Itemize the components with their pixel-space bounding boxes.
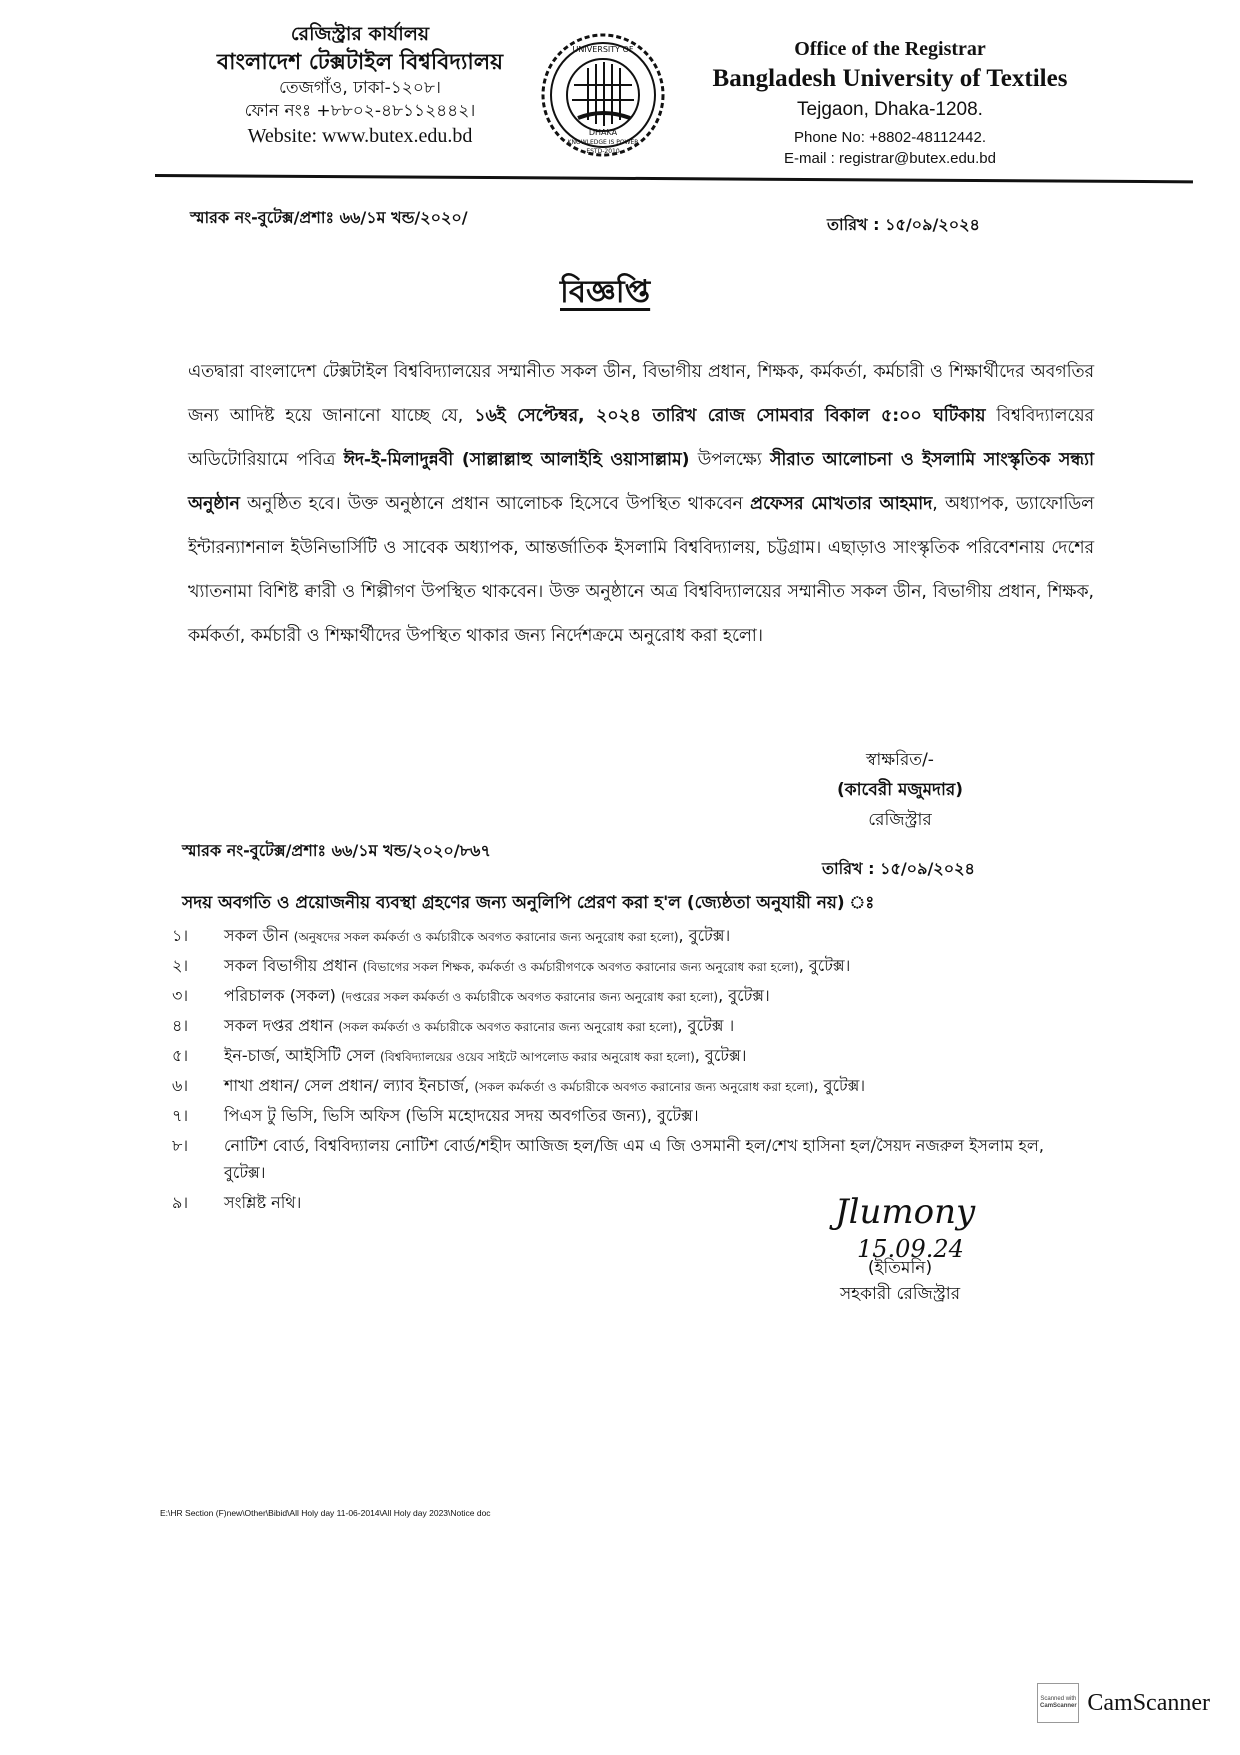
university-logo (538, 30, 668, 160)
cc-item-text: পিএস টু ভিসি, ভিসি অফিস (ভিসি মহোদয়ের সদয় অবগতির জন্য), বুটেক্স। (224, 1106, 699, 1125)
cc-list-item (172, 982, 1072, 1011)
cc-list (172, 922, 1072, 1219)
cc-item-number: ৯। (172, 1193, 189, 1212)
speaker-name: প্রফেসর মোখতার আহমাদ (750, 494, 933, 514)
signatory-name: (কাবেরী মজুমদার) (836, 780, 964, 800)
svg-text:Jlumony: Jlumony (835, 1192, 976, 1232)
camscanner-badge: Scanned with CamScanner (1037, 1683, 1079, 1723)
memo-ref: স্মারক নং-বুটেক্স/প্রশাঃ ৬৬/১ম খন্ড/২০২০/ (190, 208, 468, 227)
cc-heading: সদয় অবগতি ও প্রয়োজনীয় ব্যবস্থা গ্রহণের জন্য অনুলিপি প্রেরণ করা হ'ল (জ্যেষ্ঠতা অনুযায়ী নয়) ঃ (182, 893, 875, 913)
cc-item-number: ৫। (172, 1046, 189, 1065)
cc-item-number: ১। (172, 926, 189, 945)
address-en: Tejgaon, Dhaka-1208. (797, 99, 983, 120)
cc-item-text: সকল দপ্তর প্রধান (সকল কর্মকর্তা ও কর্মচারীকে অবগত করানোর জন্য অনুরোধ করা হলো), বুটেক্স । (224, 1016, 735, 1035)
address-bn: তেজগাঁও, ঢাকা-১২০৮। (278, 78, 441, 99)
cc-item-number: ২। (172, 956, 189, 975)
cc-list-item (172, 922, 1072, 951)
svg-text:KNOWLEDGE IS POWER: KNOWLEDGE IS POWER (567, 139, 639, 146)
svg-text:ESTD-2010: ESTD-2010 (586, 148, 620, 155)
camscanner-label: CamScanner (1087, 1689, 1210, 1716)
university-bn: বাংলাদেশ টেক্সটাইল বিশ্ববিদ্যালয় (216, 49, 504, 75)
memo2-ref: স্মারক নং-বুটেক্স/প্রশাঃ ৬৬/১ম খন্ড/২০২০/৮৬৭ (182, 841, 491, 860)
cc-item-number: ৪। (172, 1016, 189, 1035)
header-english (690, 38, 1090, 167)
cc-item-number: ৬। (172, 1076, 189, 1095)
cc-list-item (172, 1012, 1072, 1041)
cc-item-number: ৩। (172, 986, 189, 1005)
phone-en: Phone No: +8802-48112442. (794, 129, 986, 146)
university-en: Bangladesh University of Textiles (712, 65, 1068, 92)
signatory2-name: (ইতিমনি) (867, 1258, 933, 1278)
cc-item-text: নোটিশ বোর্ড, বিশ্ববিদ্যালয় নোটিশ বোর্ড/শহীদ আজিজ হল/জি এম এ জি ওসমানী হল/শেখ হাসিনা হল/সৈয়দ নজরুল ইসলাম হল, বুটেক্স। (224, 1136, 1044, 1182)
cc-item-number: ৭। (172, 1106, 189, 1125)
event-name: ঈদ-ই-মিলাদুন্নবী (সাল্লাল্লাহু আলাইহি ওয়াসাল্লাম) (343, 450, 690, 470)
office-en: Office of the Registrar (794, 38, 986, 60)
cc-list-item (172, 1102, 1072, 1131)
notice-title: বিজ্ঞপ্তি (560, 274, 651, 310)
cc-item-text: সংশ্লিষ্ট নথি। (224, 1193, 302, 1212)
cc-list-item (172, 1072, 1072, 1101)
memo-date: তারিখ : ১৫/০৯/২০২৪ (827, 215, 980, 234)
signatory2-designation: সহকারী রেজিস্ট্রার (839, 1284, 961, 1304)
event-datetime: ১৬ই সেপ্টেম্বর, ২০২৪ তারিখ রোজ সোমবার বিকাল ৫:০০ ঘটিকায় (474, 406, 986, 426)
svg-text:UNIVERSITY OF: UNIVERSITY OF (572, 45, 634, 54)
signatory-designation: রেজিস্ট্রার (868, 810, 932, 830)
memo2-date: তারিখ : ১৫/০৯/২০২৪ (822, 859, 975, 878)
notice-body: এতদ্বারা বাংলাদেশ টেক্সটাইল বিশ্ববিদ্যালয়ের সম্মানীত সকল ডীন, বিভাগীয় প্রধান, শিক্ষক, কর্মকর্তা, কর্মচারী ও শিক্ষার্থীদের অবগতির জন্য আদিষ্ট হয়ে জানানো যাচ্ছে যে, ১৬ই সেপ্টেম্বর, ২০২৪ তারিখ রোজ সোমবার বিকাল ৫:০০ ঘটিকায় বিশ্ববিদ্যালয়ের অডিটোরিয়ামে পবিত্র ঈদ-ই-মিলাদুন্নবী (সাল্লাল্লাহু আলাইহি ওয়াসাল্লাম) উপলক্ষ্যে সীরাত আলোচনা ও ইসলামি সাংস্কৃতিক সন্ধ্যা অনুষ্ঠান অনুষ্ঠিত হবে। উক্ত অনুষ্ঠানে প্রধান আলোচক হিসেবে উপস্থিত থাকবেন প্রফেসর মোখতার আহমাদ, অধ্যাপক, ড্যাফোডিল ইন্টারন্যাশনাল ইউনিভার্সিটি ও সাবেক অধ্যাপক, আন্তর্জাতিক ইসলামি বিশ্ববিদ্যালয়, চট্টগ্রাম। এছাড়াও সাংস্কৃতিক পরিবেশনায় দেশের খ্যাতনামা বিশিষ্ট ক্বারী ও শিল্পীগণ উপস্থিত থাকবেন। উক্ত অনুষ্ঠানে অত্র বিশ্ববিদ্যালয়ের সম্মানীত সকল ডীন, বিভাগীয় প্রধান, শিক্ষক, কর্মকর্তা, কর্মচারী ও শিক্ষার্থীদের উপস্থিত থাকার জন্য নির্দেশক্রমে অনুরোধ করা হলো। (188, 362, 1095, 646)
header-divider (155, 174, 1193, 183)
cc-item-text: ইন-চার্জ, আইসিটি সেল (বিশ্ববিদ্যালয়ের ওয়েব সাইটে আপলোড করার অনুরোধ করা হলো), বুটেক্স। (224, 1046, 747, 1065)
email-en: E-mail : registrar@butex.edu.bd (784, 150, 996, 167)
program-name: সীরাত আলোচনা ও ইসলামি সাংস্কৃতিক সন্ধ্যা অনুষ্ঠান (188, 450, 1094, 514)
cc-list-item (172, 1132, 1072, 1188)
signed-label: স্বাক্ষরিত/- (866, 750, 934, 770)
cc-item-text: পরিচালক (সকল) (দপ্তরের সকল কর্মকর্তা ও কর্মচারীকে অবগত করানোর জন্য অনুরোধ করা হলো), বুটেক্স। (224, 986, 770, 1005)
svg-text:DHAKA: DHAKA (588, 128, 618, 137)
camscanner-watermark (1037, 1683, 1210, 1723)
website: Website: www.butex.edu.bd (247, 125, 473, 148)
cc-item-text: সকল ডীন (অনুষদের সকল কর্মকর্তা ও কর্মচারীকে অবগত করানোর জন্য অনুরোধ করা হলো), বুটেক্স। (224, 926, 731, 945)
cc-item-text: শাখা প্রধান/ সেল প্রধান/ ল্যাব ইনচার্জ, (সকল কর্মকর্তা ও কর্মচারীকে অবগত করানোর জন্য অনুরোধ করা হলো), বুটেক্স। (224, 1076, 866, 1095)
cc-list-item (172, 952, 1072, 981)
cc-item-text: সকল বিভাগীয় প্রধান (বিভাগের সকল শিক্ষক, কর্মকর্তা ও কর্মচারীগণকে অবগত করানোর জন্য অনুরোধ করা হলো), বুটেক্স। (224, 956, 851, 975)
cc-item-number: ৮। (172, 1136, 189, 1155)
phone-bn: ফোন নংঃ +৮৮০২-৪৮১১২৪৪২। (244, 101, 476, 122)
cc-list-item (172, 1042, 1072, 1071)
file-path: E:\HR Section (F)new\Other\Bibid\All Holy day 11-06-2014\All Holy day 2023\Notice doc (160, 1508, 491, 1518)
handwritten-signature (825, 1185, 1005, 1265)
signature-block (800, 745, 1000, 835)
office-bn: রেজিস্ট্রার কার্যালয় (290, 23, 430, 45)
signature2-block (820, 1255, 980, 1307)
header-bangla (180, 22, 540, 150)
svg-text:15.09.24: 15.09.24 (857, 1235, 964, 1263)
